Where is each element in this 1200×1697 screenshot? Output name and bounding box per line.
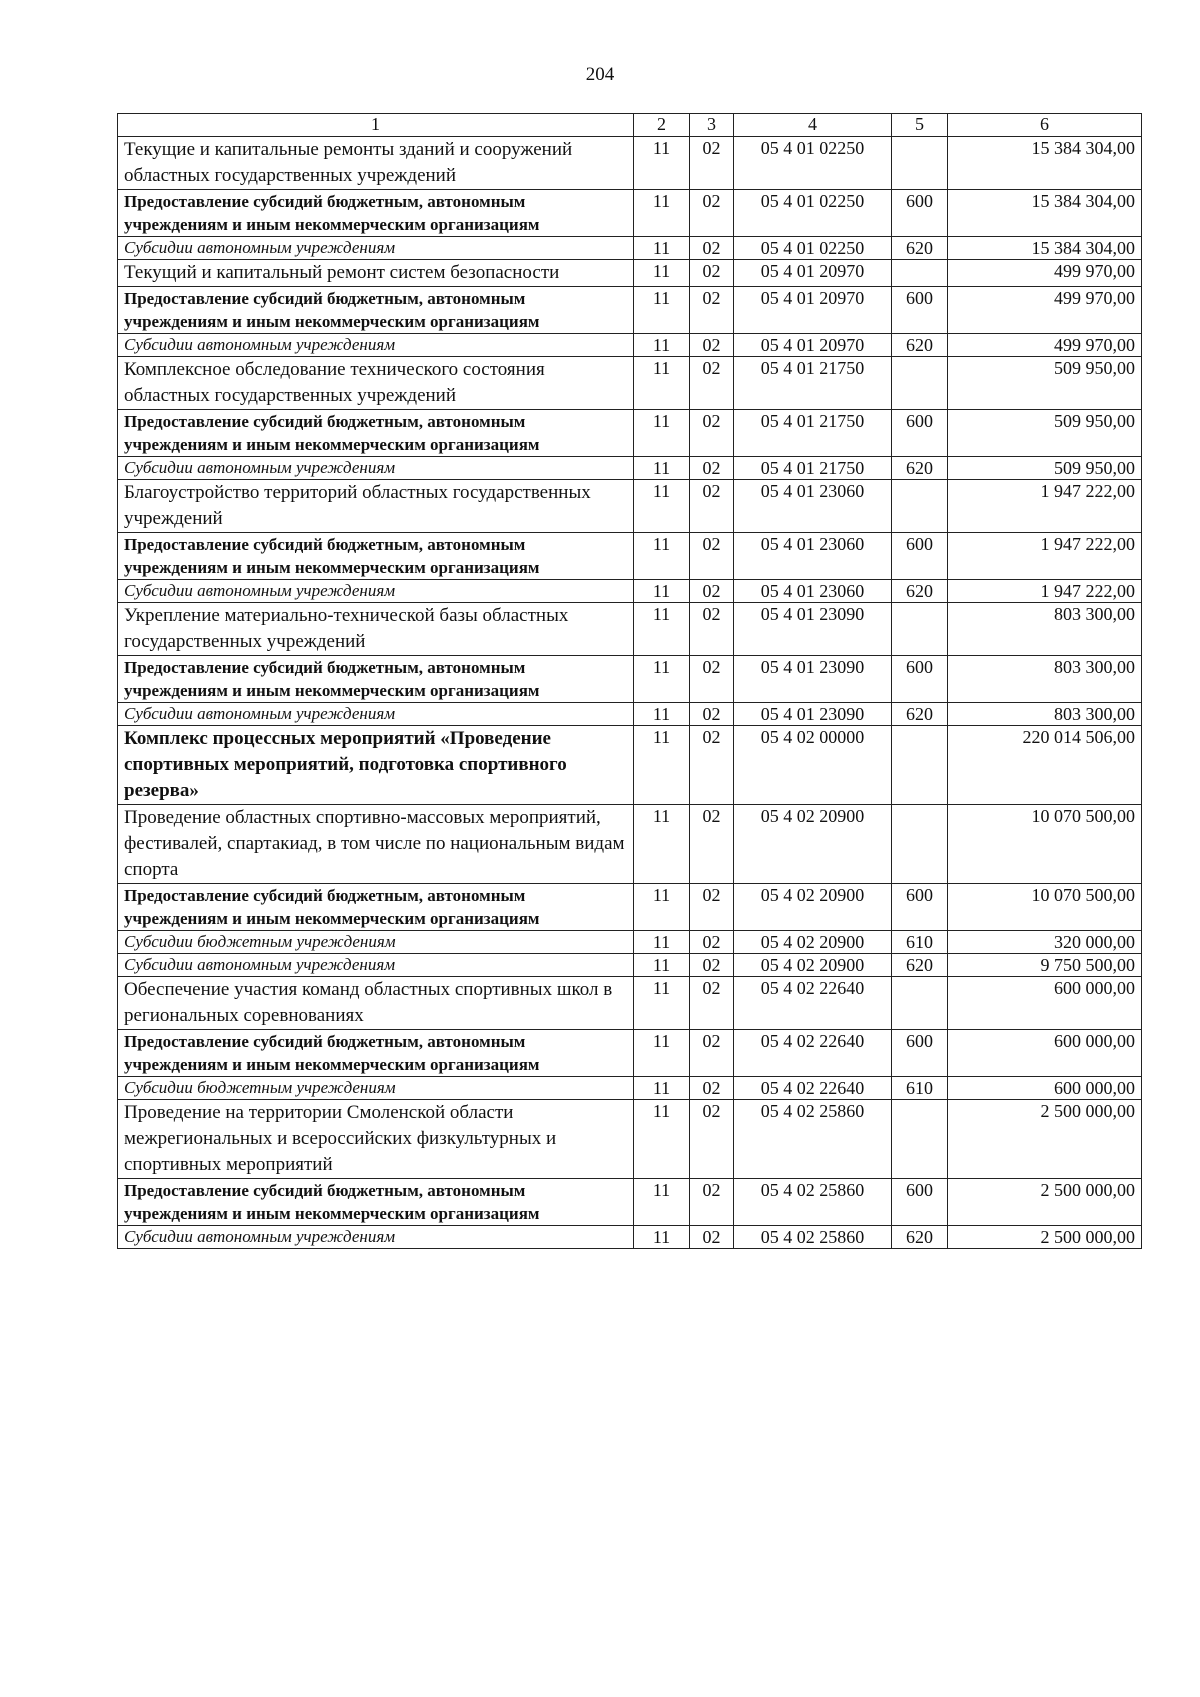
amount-cell: 499 970,00: [948, 334, 1142, 357]
row-name-cell: Предоставление субсидий бюджетным, автономным учреждениям и иным некоммерческим организациям: [118, 884, 634, 931]
amount-cell: 2 500 000,00: [948, 1226, 1142, 1249]
row-name-cell: Обеспечение участия команд областных спортивных школ в региональных соревнованиях: [118, 977, 634, 1030]
expense-type-cell: 620: [892, 457, 948, 480]
section-code-cell: 11: [634, 457, 690, 480]
target-article-cell: 05 4 01 02250: [734, 237, 892, 260]
amount-cell: 509 950,00: [948, 457, 1142, 480]
table-row: [118, 580, 1142, 603]
subsection-code-cell: 02: [690, 1226, 734, 1249]
target-article-cell: 05 4 01 23090: [734, 603, 892, 656]
amount-cell: 2 500 000,00: [948, 1179, 1142, 1226]
table-row: [118, 1179, 1142, 1226]
expense-type-cell: 620: [892, 1226, 948, 1249]
column-header-2: 2: [634, 114, 690, 137]
expense-type-cell: 600: [892, 656, 948, 703]
subsection-code-cell: 02: [690, 1179, 734, 1226]
row-name-cell: Предоставление субсидий бюджетным, автономным учреждениям и иным некоммерческим организациям: [118, 410, 634, 457]
amount-cell: 600 000,00: [948, 977, 1142, 1030]
subsection-code-cell: 02: [690, 580, 734, 603]
column-header-3: 3: [690, 114, 734, 137]
subsection-code-cell: 02: [690, 977, 734, 1030]
section-code-cell: 11: [634, 884, 690, 931]
amount-cell: 10 070 500,00: [948, 884, 1142, 931]
section-code-cell: 11: [634, 931, 690, 954]
target-article-cell: 05 4 02 20900: [734, 805, 892, 884]
section-code-cell: 11: [634, 1100, 690, 1179]
subsection-code-cell: 02: [690, 603, 734, 656]
subsection-code-cell: 02: [690, 237, 734, 260]
section-code-cell: 11: [634, 603, 690, 656]
amount-cell: 320 000,00: [948, 931, 1142, 954]
amount-cell: 509 950,00: [948, 357, 1142, 410]
target-article-cell: 05 4 01 21750: [734, 457, 892, 480]
amount-cell: 1 947 222,00: [948, 480, 1142, 533]
expense-type-cell: [892, 726, 948, 805]
expense-type-cell: 620: [892, 334, 948, 357]
column-header-5: 5: [892, 114, 948, 137]
subsection-code-cell: 02: [690, 656, 734, 703]
table-row: [118, 1030, 1142, 1077]
table-row: [118, 1100, 1142, 1179]
target-article-cell: 05 4 01 02250: [734, 137, 892, 190]
row-name-cell: Субсидии автономным учреждениям: [118, 703, 634, 726]
row-name-cell: Предоставление субсидий бюджетным, автономным учреждениям и иным некоммерческим организациям: [118, 656, 634, 703]
amount-cell: 2 500 000,00: [948, 1100, 1142, 1179]
table-row: [118, 457, 1142, 480]
amount-cell: 15 384 304,00: [948, 137, 1142, 190]
section-code-cell: 11: [634, 533, 690, 580]
table-row: [118, 237, 1142, 260]
amount-cell: 1 947 222,00: [948, 533, 1142, 580]
subsection-code-cell: 02: [690, 287, 734, 334]
table-row: [118, 533, 1142, 580]
subsection-code-cell: 02: [690, 1100, 734, 1179]
section-code-cell: 11: [634, 480, 690, 533]
table-row: [118, 977, 1142, 1030]
table-row: [118, 357, 1142, 410]
row-name-cell: Предоставление субсидий бюджетным, автономным учреждениям и иным некоммерческим организациям: [118, 287, 634, 334]
subsection-code-cell: 02: [690, 954, 734, 977]
column-header-4: 4: [734, 114, 892, 137]
table-row: [118, 656, 1142, 703]
target-article-cell: 05 4 02 25860: [734, 1226, 892, 1249]
amount-cell: 9 750 500,00: [948, 954, 1142, 977]
page-number: 204: [585, 64, 615, 85]
subsection-code-cell: 02: [690, 726, 734, 805]
table-row: [118, 260, 1142, 287]
subsection-code-cell: 02: [690, 137, 734, 190]
table-row: [118, 334, 1142, 357]
row-name-cell: Проведение на территории Смоленской области межрегиональных и всероссийских физкультурных и спортивных мероприятий: [118, 1100, 634, 1179]
subsection-code-cell: 02: [690, 457, 734, 480]
subsection-code-cell: 02: [690, 884, 734, 931]
target-article-cell: 05 4 02 22640: [734, 1077, 892, 1100]
section-code-cell: 11: [634, 977, 690, 1030]
target-article-cell: 05 4 02 20900: [734, 884, 892, 931]
subsection-code-cell: 02: [690, 1030, 734, 1077]
expense-type-cell: 620: [892, 703, 948, 726]
row-name-cell: Субсидии автономным учреждениям: [118, 580, 634, 603]
target-article-cell: 05 4 01 20970: [734, 287, 892, 334]
section-code-cell: 11: [634, 580, 690, 603]
table-row: [118, 287, 1142, 334]
table-row: [118, 410, 1142, 457]
table-row: [118, 603, 1142, 656]
amount-cell: 600 000,00: [948, 1030, 1142, 1077]
section-code-cell: 11: [634, 137, 690, 190]
expense-type-cell: [892, 480, 948, 533]
section-code-cell: 11: [634, 237, 690, 260]
row-name-cell: Текущие и капитальные ремонты зданий и сооружений областных государственных учреждений: [118, 137, 634, 190]
table-row: [118, 805, 1142, 884]
target-article-cell: 05 4 01 23090: [734, 703, 892, 726]
expense-type-cell: 600: [892, 190, 948, 237]
expense-type-cell: [892, 357, 948, 410]
target-article-cell: 05 4 01 20970: [734, 334, 892, 357]
table-row: [118, 954, 1142, 977]
row-name-cell: Укрепление материально-технической базы областных государственных учреждений: [118, 603, 634, 656]
row-name-cell: Предоставление субсидий бюджетным, автономным учреждениям и иным некоммерческим организациям: [118, 1030, 634, 1077]
target-article-cell: 05 4 02 22640: [734, 977, 892, 1030]
table-row: [118, 480, 1142, 533]
section-code-cell: 11: [634, 260, 690, 287]
subsection-code-cell: 02: [690, 410, 734, 457]
row-name-cell: Проведение областных спортивно-массовых мероприятий, фестивалей, спартакиад, в том числе по национальным видам спорта: [118, 805, 634, 884]
amount-cell: 509 950,00: [948, 410, 1142, 457]
expense-type-cell: 600: [892, 1030, 948, 1077]
target-article-cell: 05 4 01 20970: [734, 260, 892, 287]
section-code-cell: 11: [634, 954, 690, 977]
row-name-cell: Текущий и капитальный ремонт систем безопасности: [118, 260, 634, 287]
table-header-row: [118, 114, 1142, 137]
target-article-cell: 05 4 02 22640: [734, 1030, 892, 1077]
amount-cell: 499 970,00: [948, 287, 1142, 334]
subsection-code-cell: 02: [690, 357, 734, 410]
expense-type-cell: 600: [892, 884, 948, 931]
amount-cell: 803 300,00: [948, 656, 1142, 703]
subsection-code-cell: 02: [690, 703, 734, 726]
amount-cell: 803 300,00: [948, 603, 1142, 656]
section-code-cell: 11: [634, 1179, 690, 1226]
subsection-code-cell: 02: [690, 334, 734, 357]
expense-type-cell: 600: [892, 1179, 948, 1226]
amount-cell: 220 014 506,00: [948, 726, 1142, 805]
section-code-cell: 11: [634, 1077, 690, 1100]
subsection-code-cell: 02: [690, 190, 734, 237]
target-article-cell: 05 4 02 25860: [734, 1179, 892, 1226]
target-article-cell: 05 4 01 23090: [734, 656, 892, 703]
row-name-cell: Субсидии автономным учреждениям: [118, 954, 634, 977]
budget-table: [117, 113, 1142, 1249]
expense-type-cell: 620: [892, 237, 948, 260]
target-article-cell: 05 4 02 20900: [734, 954, 892, 977]
section-code-cell: 11: [634, 703, 690, 726]
expense-type-cell: 600: [892, 410, 948, 457]
table-row: [118, 726, 1142, 805]
target-article-cell: 05 4 01 21750: [734, 410, 892, 457]
row-name-cell: Благоустройство территорий областных государственных учреждений: [118, 480, 634, 533]
subsection-code-cell: 02: [690, 533, 734, 580]
table-row: [118, 884, 1142, 931]
amount-cell: 1 947 222,00: [948, 580, 1142, 603]
row-name-cell: Предоставление субсидий бюджетным, автономным учреждениям и иным некоммерческим организациям: [118, 190, 634, 237]
section-code-cell: 11: [634, 1226, 690, 1249]
expense-type-cell: 600: [892, 287, 948, 334]
target-article-cell: 05 4 01 21750: [734, 357, 892, 410]
section-code-cell: 11: [634, 357, 690, 410]
table-row: [118, 1226, 1142, 1249]
section-code-cell: 11: [634, 287, 690, 334]
section-code-cell: 11: [634, 334, 690, 357]
expense-type-cell: [892, 805, 948, 884]
amount-cell: 803 300,00: [948, 703, 1142, 726]
expense-type-cell: 600: [892, 533, 948, 580]
section-code-cell: 11: [634, 726, 690, 805]
table-row: [118, 190, 1142, 237]
expense-type-cell: 610: [892, 931, 948, 954]
subsection-code-cell: 02: [690, 805, 734, 884]
row-name-cell: Субсидии бюджетным учреждениям: [118, 1077, 634, 1100]
section-code-cell: 11: [634, 1030, 690, 1077]
row-name-cell: Комплексное обследование технического состояния областных государственных учреждений: [118, 357, 634, 410]
table-row: [118, 703, 1142, 726]
table-row: [118, 1077, 1142, 1100]
expense-type-cell: 620: [892, 580, 948, 603]
section-code-cell: 11: [634, 656, 690, 703]
expense-type-cell: 610: [892, 1077, 948, 1100]
row-name-cell: Субсидии бюджетным учреждениям: [118, 931, 634, 954]
target-article-cell: 05 4 01 02250: [734, 190, 892, 237]
row-name-cell: Субсидии автономным учреждениям: [118, 457, 634, 480]
table-body: [118, 137, 1142, 1249]
amount-cell: 15 384 304,00: [948, 190, 1142, 237]
amount-cell: 10 070 500,00: [948, 805, 1142, 884]
subsection-code-cell: 02: [690, 931, 734, 954]
section-code-cell: 11: [634, 190, 690, 237]
row-name-cell: Субсидии автономным учреждениям: [118, 334, 634, 357]
expense-type-cell: [892, 137, 948, 190]
amount-cell: 600 000,00: [948, 1077, 1142, 1100]
target-article-cell: 05 4 02 20900: [734, 931, 892, 954]
target-article-cell: 05 4 01 23060: [734, 580, 892, 603]
expense-type-cell: [892, 260, 948, 287]
subsection-code-cell: 02: [690, 260, 734, 287]
row-name-cell: Субсидии автономным учреждениям: [118, 237, 634, 260]
table-row: [118, 931, 1142, 954]
row-name-cell: Предоставление субсидий бюджетным, автономным учреждениям и иным некоммерческим организациям: [118, 1179, 634, 1226]
section-code-cell: 11: [634, 410, 690, 457]
row-name-cell: Субсидии автономным учреждениям: [118, 1226, 634, 1249]
column-header-1: 1: [118, 114, 634, 137]
target-article-cell: 05 4 01 23060: [734, 533, 892, 580]
amount-cell: 15 384 304,00: [948, 237, 1142, 260]
column-header-6: 6: [948, 114, 1142, 137]
expense-type-cell: [892, 1100, 948, 1179]
row-name-cell: Предоставление субсидий бюджетным, автономным учреждениям и иным некоммерческим организациям: [118, 533, 634, 580]
expense-type-cell: 620: [892, 954, 948, 977]
subsection-code-cell: 02: [690, 480, 734, 533]
expense-type-cell: [892, 603, 948, 656]
row-name-cell: Комплекс процессных мероприятий «Проведение спортивных мероприятий, подготовка спортивного резерва»: [118, 726, 634, 805]
table-row: [118, 137, 1142, 190]
amount-cell: 499 970,00: [948, 260, 1142, 287]
target-article-cell: 05 4 02 25860: [734, 1100, 892, 1179]
subsection-code-cell: 02: [690, 1077, 734, 1100]
target-article-cell: 05 4 01 23060: [734, 480, 892, 533]
target-article-cell: 05 4 02 00000: [734, 726, 892, 805]
section-code-cell: 11: [634, 805, 690, 884]
expense-type-cell: [892, 977, 948, 1030]
